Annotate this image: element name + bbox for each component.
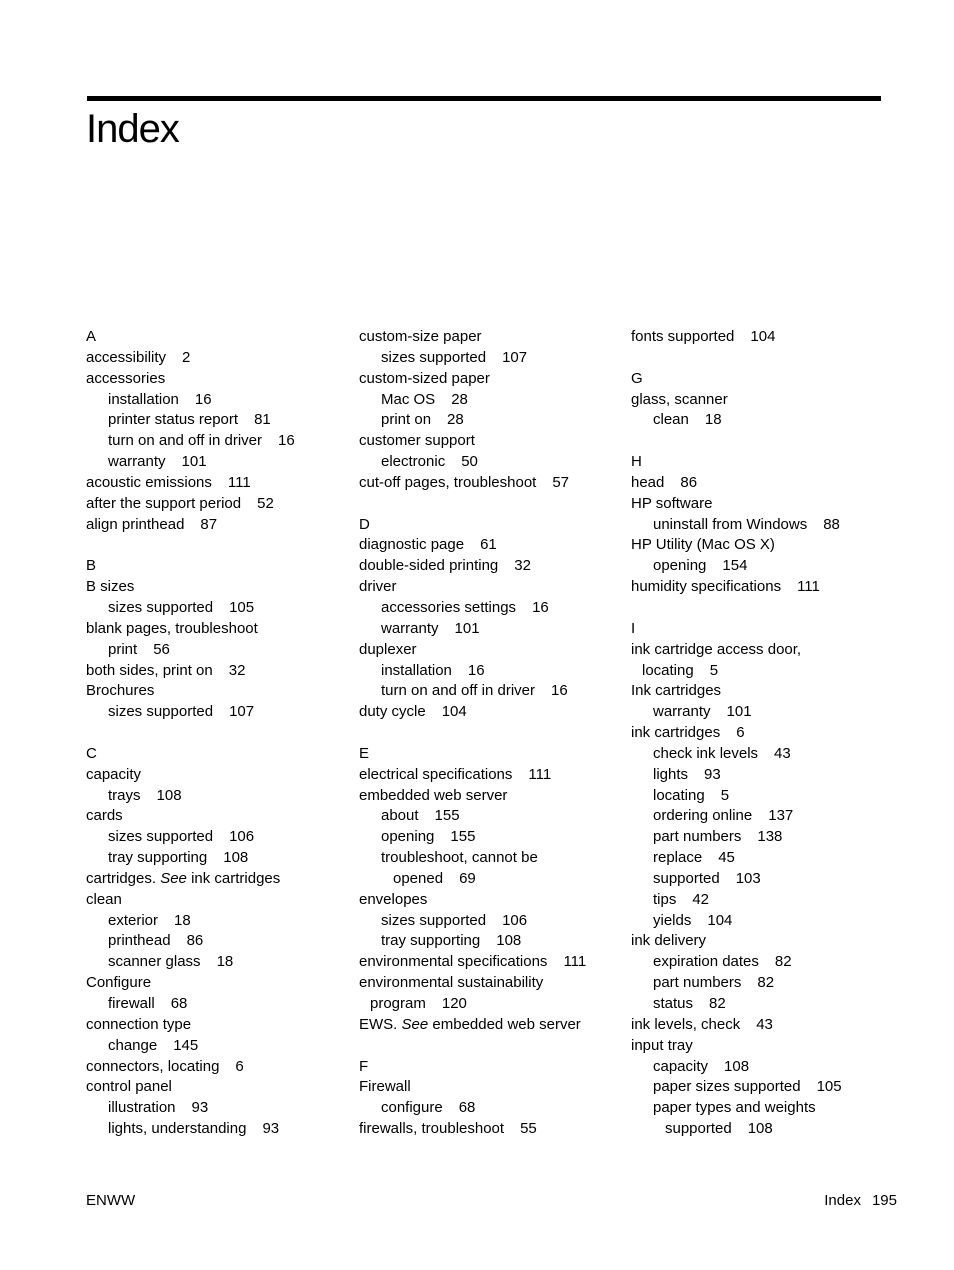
index-entry xyxy=(86,973,348,994)
page-reference: 50 xyxy=(461,453,478,471)
page-reference: 101 xyxy=(454,619,480,637)
see-target: embedded web server xyxy=(428,1015,581,1033)
index-section-letter: C xyxy=(86,744,97,762)
index-entry xyxy=(86,619,348,640)
page-reference: 106 xyxy=(502,911,528,929)
index-section-letter: B xyxy=(86,557,97,575)
index-term: input tray xyxy=(631,1036,693,1054)
page-title: Index xyxy=(86,107,179,151)
page-reference: 103 xyxy=(735,869,761,887)
index-entry xyxy=(359,431,621,452)
index-term: connectors, locating xyxy=(86,1057,220,1075)
index-subentry xyxy=(86,786,348,807)
index-subentry xyxy=(86,1098,348,1119)
index-term: warranty xyxy=(108,453,166,471)
index-term: both sides, print on xyxy=(86,661,213,679)
page-reference: 82 xyxy=(757,974,775,992)
index-subentry xyxy=(359,410,621,431)
index-term: replace xyxy=(653,849,703,867)
index-term: opening xyxy=(381,828,435,846)
index-entry xyxy=(359,1119,621,1140)
page-reference: 82 xyxy=(774,953,792,971)
page-reference: 57 xyxy=(552,473,570,491)
index-term: capacity xyxy=(653,1057,709,1075)
index-subentry xyxy=(631,973,893,994)
index-entry xyxy=(631,681,893,702)
index-entry xyxy=(359,890,621,911)
index-term: envelopes xyxy=(359,890,428,908)
index-term: firewall xyxy=(108,995,155,1012)
index-entry xyxy=(359,535,621,556)
index-term: double-sided printing xyxy=(359,557,499,575)
index-entry xyxy=(631,931,893,952)
page-reference: 111 xyxy=(563,953,587,971)
index-term: trays xyxy=(108,786,141,804)
index-subentry xyxy=(631,515,893,536)
page-reference: 104 xyxy=(707,911,733,929)
page-reference: 16 xyxy=(467,661,485,679)
index-term: status xyxy=(653,995,694,1012)
index-subentry xyxy=(359,869,621,890)
index-term: EWS. xyxy=(359,1015,402,1033)
index-term: embedded web server xyxy=(359,786,508,804)
index-term: ink delivery xyxy=(631,932,707,950)
index-term: cut-off pages, troubleshoot xyxy=(359,473,537,491)
page-reference: 6 xyxy=(235,1057,244,1075)
index-subentry xyxy=(359,390,621,411)
page-reference: 16 xyxy=(532,598,549,616)
index-subentry xyxy=(631,911,893,932)
index-term: uninstall from Windows xyxy=(653,515,808,533)
page-reference: 137 xyxy=(768,807,794,825)
page-reference: 108 xyxy=(724,1057,750,1075)
page-reference: 43 xyxy=(756,1015,773,1033)
index-term: duplexer xyxy=(359,640,417,658)
page-reference: 16 xyxy=(277,432,295,450)
index-term: tray supporting xyxy=(381,932,481,950)
index-term: turn on and off in driver xyxy=(381,682,535,700)
page-reference: 104 xyxy=(441,703,467,721)
index-term: HP software xyxy=(631,494,713,512)
index-term: clean xyxy=(86,890,122,908)
page-reference: 106 xyxy=(229,828,255,846)
index-term: scanner glass xyxy=(108,953,201,971)
index-entry xyxy=(359,765,621,786)
index-term: head xyxy=(631,473,665,491)
index-subentry xyxy=(86,702,348,723)
index-section-letter: F xyxy=(359,1057,369,1075)
page-reference: 86 xyxy=(680,473,698,491)
index-term: accessibility xyxy=(86,348,167,366)
index-subentry xyxy=(86,911,348,932)
index-entry xyxy=(359,973,621,994)
index-entry xyxy=(359,640,621,661)
index-subentry xyxy=(359,661,621,682)
page-reference: 108 xyxy=(223,849,249,867)
index-term: supported xyxy=(653,869,720,887)
index-subentry xyxy=(86,1119,348,1140)
index-term: Brochures xyxy=(86,682,155,700)
index-term: Configure xyxy=(86,974,152,992)
index-subentry xyxy=(86,848,348,869)
index-term: cards xyxy=(86,807,123,825)
index-entry xyxy=(86,348,348,369)
index-term: paper types and weights xyxy=(653,1099,816,1117)
index-entry xyxy=(631,577,893,598)
index-term: sizes supported xyxy=(108,598,214,616)
page-reference: 6 xyxy=(736,724,745,742)
index-subentry xyxy=(631,410,893,431)
index-subentry xyxy=(86,410,348,431)
page-reference: 52 xyxy=(257,494,274,512)
page-reference: 61 xyxy=(480,536,497,554)
index-subentry xyxy=(631,556,893,577)
index-term: opened xyxy=(393,869,444,887)
page-reference: 2 xyxy=(182,348,191,366)
index-term: duty cycle xyxy=(359,703,426,721)
page-reference: 154 xyxy=(722,557,748,575)
index-entry xyxy=(631,723,893,744)
index-subentry xyxy=(359,931,621,952)
index-entry xyxy=(86,890,348,911)
page-reference: 28 xyxy=(447,411,464,429)
index-entry xyxy=(359,327,621,348)
index-subentry xyxy=(631,786,893,807)
index-term: custom-sized paper xyxy=(359,369,490,387)
page-reference: 120 xyxy=(441,995,467,1012)
index-term: installation xyxy=(381,661,452,679)
footer-section-label: Index xyxy=(824,1192,861,1209)
index-subentry xyxy=(631,869,893,890)
page-reference: 18 xyxy=(216,953,234,971)
index-term: warranty xyxy=(653,703,711,721)
page-reference: 111 xyxy=(797,578,820,596)
index-term: locating xyxy=(653,786,705,804)
index-column-3 xyxy=(631,327,893,1140)
header-rule xyxy=(87,96,881,101)
page-reference: 155 xyxy=(450,828,476,846)
index-term: environmental sustainability xyxy=(359,974,544,992)
index-term: sizes supported xyxy=(381,911,487,929)
index-term: printhead xyxy=(108,932,171,950)
index-subentry xyxy=(631,806,893,827)
index-entry xyxy=(86,369,348,390)
page-reference: 101 xyxy=(726,703,752,721)
page-reference: 68 xyxy=(458,1099,476,1117)
index-term: Ink cartridges xyxy=(631,682,722,700)
index-subentry xyxy=(359,827,621,848)
index-term: paper sizes supported xyxy=(653,1078,801,1096)
page-reference: 108 xyxy=(496,932,522,950)
index-subentry xyxy=(86,827,348,848)
index-term: after the support period xyxy=(86,494,242,512)
index-section-letter: I xyxy=(631,619,636,637)
footer-right xyxy=(824,1191,897,1211)
index-subentry xyxy=(631,848,893,869)
index-term: humidity specifications xyxy=(631,578,782,596)
index-entry xyxy=(359,369,621,390)
index-subentry xyxy=(86,598,348,619)
index-term: tips xyxy=(653,890,677,908)
index-entry xyxy=(86,765,348,786)
index-term: ink cartridges xyxy=(631,724,721,742)
footer-left: ENWW xyxy=(86,1192,136,1209)
see-reference: See xyxy=(160,869,187,887)
index-section-letter: A xyxy=(86,328,97,345)
page-reference: 105 xyxy=(816,1078,842,1096)
index-term: capacity xyxy=(86,765,142,783)
page-reference: 5 xyxy=(709,661,719,679)
index-term: HP Utility (Mac OS X) xyxy=(631,536,775,554)
index-term: ink cartridge access door, xyxy=(631,640,802,658)
index-term: accessories settings xyxy=(381,598,517,616)
index-column-1 xyxy=(86,327,348,1140)
page-reference: 107 xyxy=(229,703,255,721)
index-term: accessories xyxy=(86,369,166,387)
index-term: glass, scanner xyxy=(631,390,728,408)
page-reference: 32 xyxy=(514,557,531,575)
index-subentry xyxy=(631,1119,893,1140)
page-reference: 55 xyxy=(520,1120,537,1138)
index-entry xyxy=(631,494,893,515)
index-entry xyxy=(631,390,893,411)
index-entry xyxy=(631,1036,893,1057)
index-subentry xyxy=(631,661,893,682)
page-reference: 93 xyxy=(704,765,721,783)
index-entry xyxy=(359,702,621,723)
index-subentry xyxy=(86,431,348,452)
index-term: connection type xyxy=(86,1015,192,1033)
index-subentry xyxy=(631,890,893,911)
page-reference: 81 xyxy=(254,411,271,429)
index-subentry xyxy=(359,681,621,702)
index-term: opening xyxy=(653,557,707,575)
page-reference: 155 xyxy=(434,807,460,825)
index-entry xyxy=(359,473,621,494)
index-term: fonts supported xyxy=(631,328,735,345)
index-subentry xyxy=(86,931,348,952)
index-term: part numbers xyxy=(653,974,742,992)
index-term: electronic xyxy=(381,453,446,471)
index-term: customer support xyxy=(359,432,475,450)
index-subentry xyxy=(359,619,621,640)
index-subentry xyxy=(359,348,621,369)
index-term: align printhead xyxy=(86,515,185,533)
page-reference: 101 xyxy=(181,453,207,471)
index-term: tray supporting xyxy=(108,849,208,867)
index-subentry xyxy=(86,1036,348,1057)
page-reference: 138 xyxy=(757,828,783,846)
index-term: yields xyxy=(653,911,692,929)
page-reference: 108 xyxy=(156,786,182,804)
index-term: control panel xyxy=(86,1078,172,1096)
index-entry xyxy=(359,577,621,598)
page-reference: 16 xyxy=(194,390,212,408)
index-subentry xyxy=(359,598,621,619)
page-reference: 18 xyxy=(704,411,722,429)
index-entry xyxy=(86,1057,348,1078)
page-reference: 16 xyxy=(550,682,568,700)
index-subentry xyxy=(631,1098,893,1119)
index-term: driver xyxy=(359,578,397,596)
index-subentry xyxy=(86,640,348,661)
index-term: sizes supported xyxy=(381,348,487,366)
index-entry xyxy=(631,535,893,556)
page-reference: 5 xyxy=(720,786,730,804)
index-term: custom-size paper xyxy=(359,328,482,345)
index-subentry xyxy=(631,765,893,786)
index-entry xyxy=(631,1015,893,1036)
page-reference: 68 xyxy=(170,995,188,1012)
index-subentry xyxy=(86,952,348,973)
index-entry xyxy=(86,515,348,536)
index-entry xyxy=(631,473,893,494)
see-reference: See xyxy=(401,1015,429,1033)
index-subentry xyxy=(631,1057,893,1078)
index-term: lights xyxy=(653,765,689,783)
index-subentry xyxy=(631,702,893,723)
index-section-letter: H xyxy=(631,453,642,471)
page-reference: 86 xyxy=(186,932,204,950)
index-subentry xyxy=(631,744,893,765)
page-reference: 107 xyxy=(502,348,528,366)
index-entry xyxy=(86,1015,348,1036)
index-term: installation xyxy=(108,390,179,408)
page-reference: 45 xyxy=(718,849,735,867)
index-term: B sizes xyxy=(86,578,135,596)
index-entry xyxy=(86,661,348,682)
index-subentry xyxy=(359,911,621,932)
page-reference: 108 xyxy=(747,1120,773,1138)
index-term: expiration dates xyxy=(653,953,759,971)
index-subentry xyxy=(359,452,621,473)
page-reference: 69 xyxy=(459,869,476,887)
index-subentry xyxy=(86,452,348,473)
index-entry xyxy=(359,952,621,973)
page-reference: 93 xyxy=(191,1099,209,1117)
index-subentry xyxy=(359,1098,621,1119)
index-subentry xyxy=(631,952,893,973)
index-term: Firewall xyxy=(359,1078,411,1096)
page-reference: 43 xyxy=(774,744,791,762)
index-entry xyxy=(86,681,348,702)
index-term: ordering online xyxy=(653,807,753,825)
index-term: configure xyxy=(381,1099,443,1117)
index-subentry xyxy=(86,390,348,411)
index-entry xyxy=(359,1077,621,1098)
index-term: program xyxy=(370,995,426,1012)
page-reference: 88 xyxy=(823,515,840,533)
page-reference: 82 xyxy=(709,995,726,1012)
index-entry xyxy=(86,1077,348,1098)
page-reference: 87 xyxy=(200,515,218,533)
index-term: part numbers xyxy=(653,828,742,846)
index-column-2 xyxy=(359,327,621,1140)
page-reference: 111 xyxy=(227,473,251,491)
index-entry xyxy=(631,327,893,348)
index-subentry xyxy=(359,994,621,1015)
index-term: supported xyxy=(665,1120,732,1138)
index-term: sizes supported xyxy=(108,703,214,721)
index-term: print on xyxy=(381,411,432,429)
index-term: locating xyxy=(642,661,694,679)
index-term: turn on and off in driver xyxy=(108,432,262,450)
index-term: ink levels, check xyxy=(631,1015,741,1033)
index-term: about xyxy=(381,807,419,825)
index-term: clean xyxy=(653,411,689,429)
index-term: check ink levels xyxy=(653,744,759,762)
index-subentry xyxy=(631,827,893,848)
page-reference: 42 xyxy=(692,890,710,908)
index-term: sizes supported xyxy=(108,828,214,846)
index-entry xyxy=(359,786,621,807)
index-term: cartridges. xyxy=(86,869,161,887)
index-term: electrical specifications xyxy=(359,765,513,783)
index-term: acoustic emissions xyxy=(86,473,212,491)
index-entry xyxy=(86,869,348,890)
index-section-letter: G xyxy=(631,369,643,387)
page-reference: 56 xyxy=(153,640,170,658)
index-term: change xyxy=(108,1036,158,1054)
index-entry xyxy=(359,556,621,577)
index-term: printer status report xyxy=(108,411,239,429)
page-reference: 104 xyxy=(750,328,776,345)
index-entry xyxy=(86,473,348,494)
index-entry xyxy=(631,640,893,661)
page-reference: 111 xyxy=(528,765,552,783)
index-subentry xyxy=(359,848,621,869)
page-reference: 18 xyxy=(174,911,191,929)
index-section-letter: D xyxy=(359,515,370,533)
index-term: diagnostic page xyxy=(359,536,465,554)
index-term: firewalls, troubleshoot xyxy=(359,1120,505,1138)
index-term: lights, understanding xyxy=(108,1120,247,1138)
page-reference: 145 xyxy=(173,1036,199,1054)
see-target: ink cartridges xyxy=(186,869,281,887)
index-term: exterior xyxy=(108,911,159,929)
index-entry xyxy=(359,1015,621,1036)
footer-page-number: 195 xyxy=(871,1192,897,1209)
page-reference: 93 xyxy=(262,1120,280,1138)
index-term: warranty xyxy=(381,619,439,637)
index-term: illustration xyxy=(108,1099,176,1117)
index-term: blank pages, troubleshoot xyxy=(86,619,258,637)
index-term: Mac OS xyxy=(381,390,436,408)
index-subentry xyxy=(631,994,893,1015)
index-section-letter: E xyxy=(359,744,370,762)
index-entry xyxy=(86,806,348,827)
index-subentry xyxy=(86,994,348,1015)
page-reference: 28 xyxy=(451,390,468,408)
page-reference: 105 xyxy=(229,598,255,616)
index-term: environmental specifications xyxy=(359,953,548,971)
index-subentry xyxy=(631,1077,893,1098)
index-subentry xyxy=(359,806,621,827)
index-term: troubleshoot, cannot be xyxy=(381,849,538,867)
index-entry xyxy=(86,577,348,598)
page-reference: 32 xyxy=(228,661,246,679)
index-entry xyxy=(86,494,348,515)
index-term: print xyxy=(108,640,138,658)
